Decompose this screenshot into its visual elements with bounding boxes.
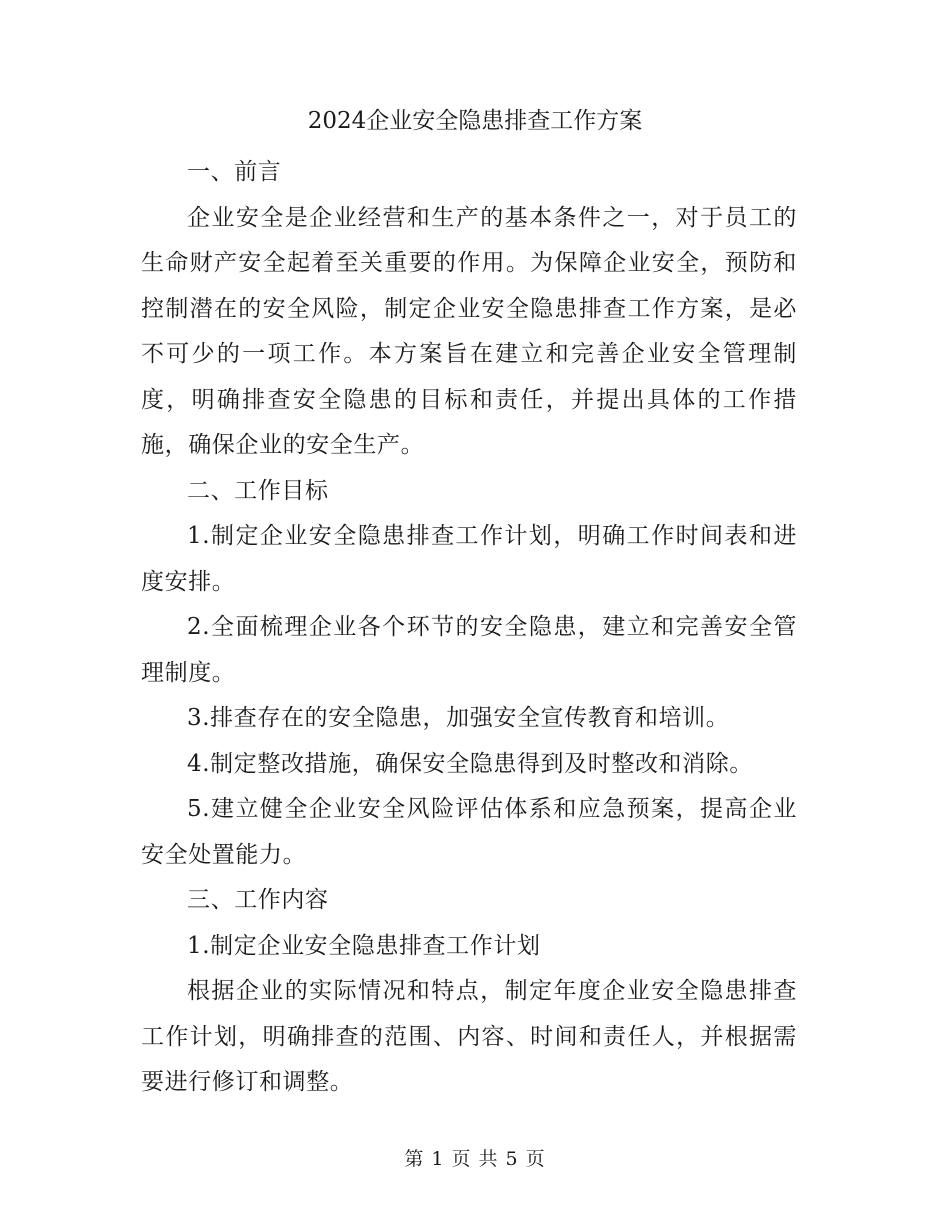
list-item-goal-4: 4.制定整改措施，确保安全隐患得到及时整改和消除。	[187, 750, 753, 777]
list-item-goal-1: 1.制定企业安全隐患排查工作计划，明确工作时间表和进度安排。	[141, 523, 797, 595]
list-item-goal-3: 3.排查存在的安全隐患，加强安全宣传教育和培训。	[187, 705, 730, 731]
paragraph-plan-body: 根据企业的实际情况和特点，制定年度企业安全隐患排查工作计划，明确排查的范围、内容、时间和责任人，并根据需要进行修订和调整。	[141, 978, 797, 1095]
list-item-goal-5: 5.建立健全企业安全风险评估体系和应急预案，提高企业安全处置能力。	[141, 796, 797, 868]
document-body	[141, 150, 797, 1106]
section-heading-preface: 一、前言	[187, 159, 282, 185]
paragraph-preface-body: 企业安全是企业经营和生产的基本条件之一，对于员工的生命财产安全起着至关重要的作用。为保障企业安全，预防和控制潜在的安全风险，制定企业安全隐患排查工作方案，是必不可少的一项工作。本方案旨在建立和完善企业安全管理制度，明确排查安全隐患的目标和责任，并提出具体的工作措施，确保企业的安全生产。	[141, 204, 797, 458]
section-heading-content: 三、工作内容	[187, 887, 329, 913]
list-item-goal-2: 2.全面梳理企业各个环节的安全隐患，建立和完善安全管理制度。	[141, 614, 797, 686]
section-heading-goals: 二、工作目标	[187, 477, 329, 504]
subsection-heading-plan: 1.制定企业安全隐患排查工作计划	[187, 932, 541, 959]
page-number-footer: 第 1 页 共 5 页	[404, 1148, 546, 1170]
document-title: 2024企业安全隐患排查工作方案	[307, 108, 643, 134]
